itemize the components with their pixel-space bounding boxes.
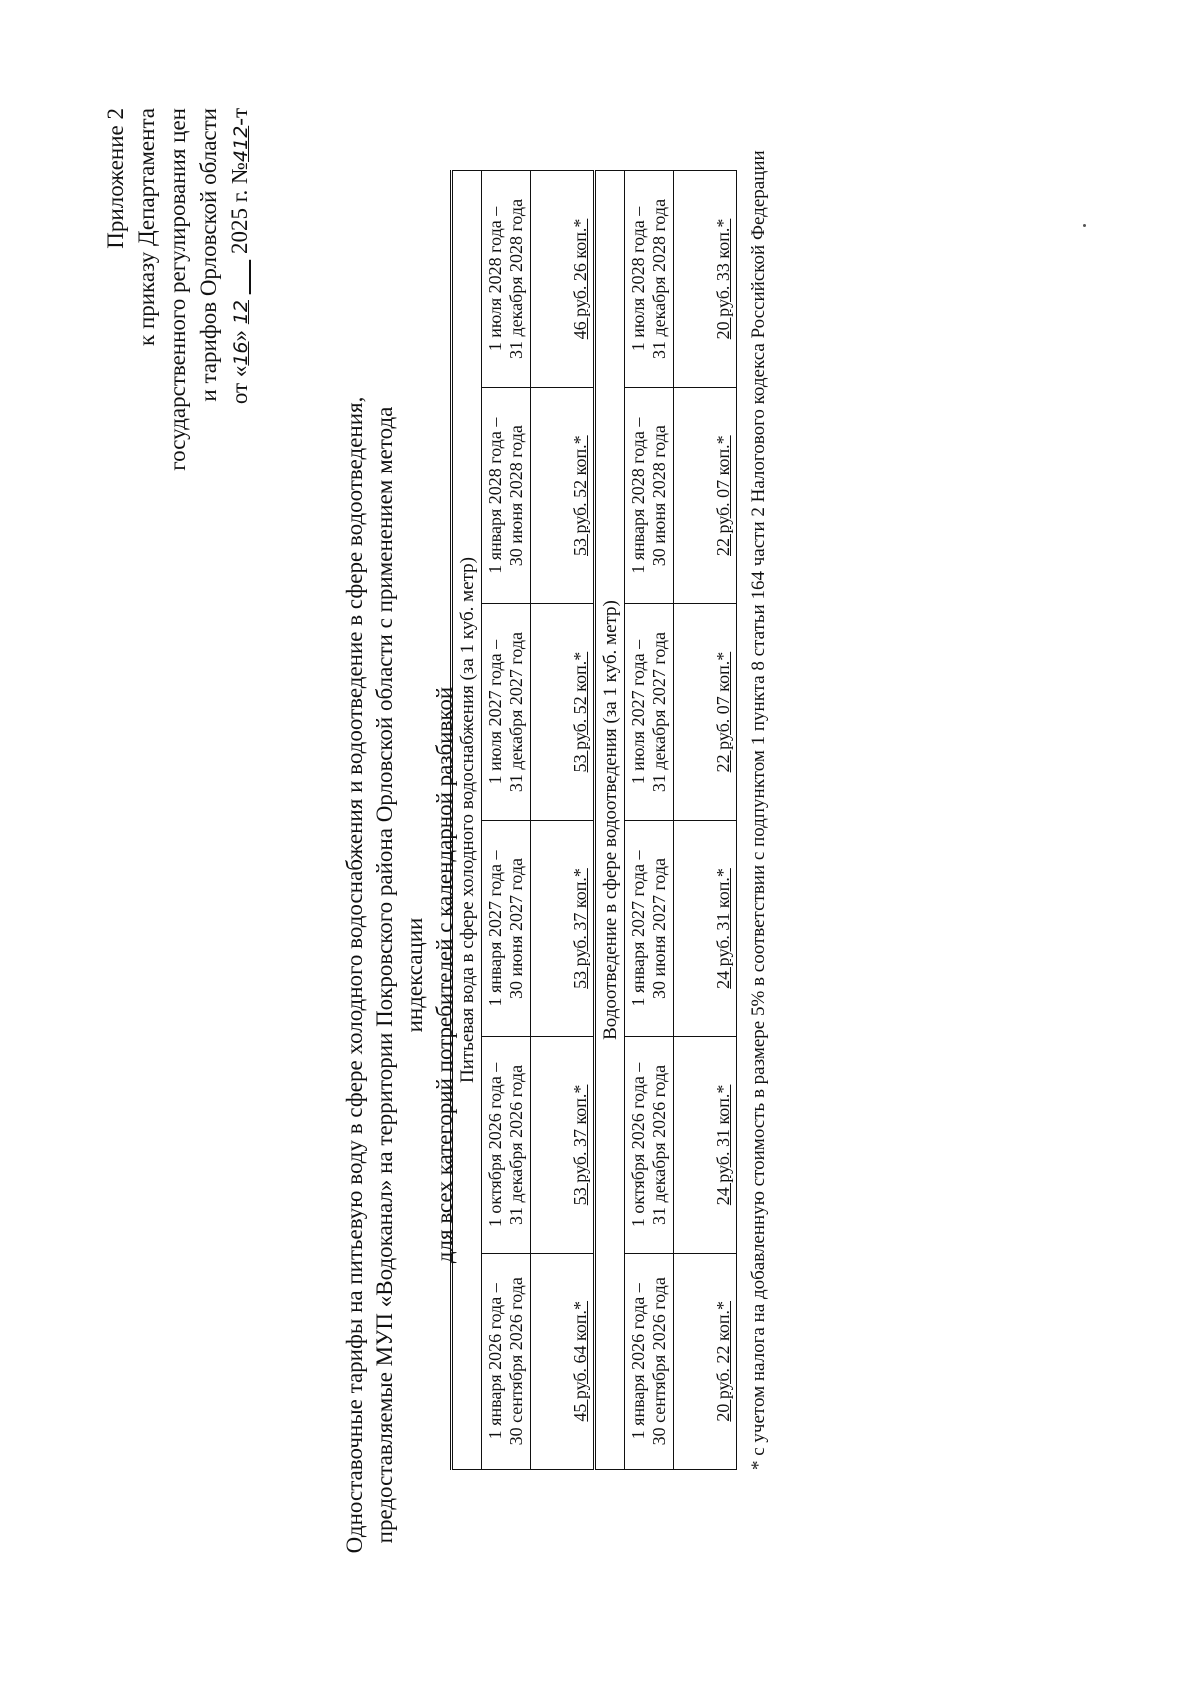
price-cell: 45 руб. 64 коп.* [531,1253,595,1469]
price-cell: 53 руб. 37 коп.* [531,1037,595,1253]
appendix-line-1: Приложение 2 [103,108,128,249]
price-cell: 22 руб. 07 коп.* [674,604,737,820]
date-day: 16 [230,341,252,366]
title-line-3: для всех категорий потребителей с календарной разбивкой [432,686,457,1264]
price-cell: 20 руб. 22 коп.* [674,1253,737,1469]
price-cell: 24 руб. 31 коп.* [674,820,737,1036]
tariff-table [450,170,737,1470]
period-cell: 1 июля 2027 года – 31 декабря 2027 года [482,604,531,820]
period-cell: 1 января 2027 года – 30 июня 2027 года [625,820,674,1036]
document-title [340,350,460,1600]
date-year: 2025 г. № [227,161,252,255]
footnote: * с учетом налога на добавленную стоимость в размере 5% в соответствии с подпунктом 1 пункта 8 статьи 164 части 2 Налогового кодекса Российской Федерации [748,150,769,1470]
price-cell: 53 руб. 37 коп.* [531,820,595,1036]
order-number: 412 [230,125,252,162]
price-cell: 46 руб. 26 коп.* [531,171,595,388]
period-cell: 1 июля 2028 года – 31 декабря 2028 года [625,171,674,388]
period-cell: 1 января 2026 года – 30 сентября 2026 года [482,1253,531,1469]
title-line-2: предоставляемые МУП «Водоканал» на территории Покровского района Орловской области с применением метода индексации [372,406,427,1544]
price-cell: 24 руб. 31 коп.* [674,1037,737,1253]
period-cell: 1 октября 2026 года – 31 декабря 2026 года [625,1037,674,1253]
date-mid: » [227,329,252,342]
table-row-water-periods [482,171,531,1470]
appendix-date-line [224,108,257,471]
section-header-water: Питьевая вода в сфере холодного водоснабжения (за 1 куб. метр) [452,171,482,1470]
scan-speck [1083,224,1086,227]
appendix-line-2: к приказу Департамента [134,108,159,346]
table-row-sewerage-prices [674,171,737,1470]
period-cell: 1 января 2026 года – 30 сентября 2026 года [625,1253,674,1469]
title-line-1: Одноставочные тарифы на питьевую воду в сфере холодного водоснабжения и водоотведение в сфере водоотведения, [342,396,367,1554]
appendix-block [100,108,257,471]
appendix-line-3: государственного регулирования цен [165,108,190,471]
date-prefix: от « [227,365,252,405]
rotated-document [70,80,890,1640]
period-cell: 1 января 2027 года – 30 июня 2027 года [482,820,531,1036]
period-cell: 1 января 2028 года – 30 июня 2028 года [625,387,674,603]
order-suffix: -т [227,108,252,126]
appendix-line-4: и тарифов Орловской области [196,108,221,402]
section-header-sewerage: Водоотведение в сфере водоотведения (за 1 куб. метр) [595,171,625,1470]
price-cell: 22 руб. 07 коп.* [674,387,737,603]
table-row-water-prices [531,171,595,1470]
period-cell: 1 июля 2028 года – 31 декабря 2028 года [482,171,531,388]
date-month: 12 [230,300,252,325]
price-cell: 53 руб. 52 коп.* [531,387,595,603]
price-cell: 53 руб. 52 коп.* [531,604,595,820]
period-cell: 1 июля 2027 года – 31 декабря 2027 года [625,604,674,820]
period-cell: 1 октября 2026 года – 31 декабря 2026 года [482,1037,531,1253]
table-row-sewerage-periods [625,171,674,1470]
period-cell: 1 января 2028 года – 30 июня 2028 года [482,387,531,603]
price-cell: 20 руб. 33 коп.* [674,171,737,388]
